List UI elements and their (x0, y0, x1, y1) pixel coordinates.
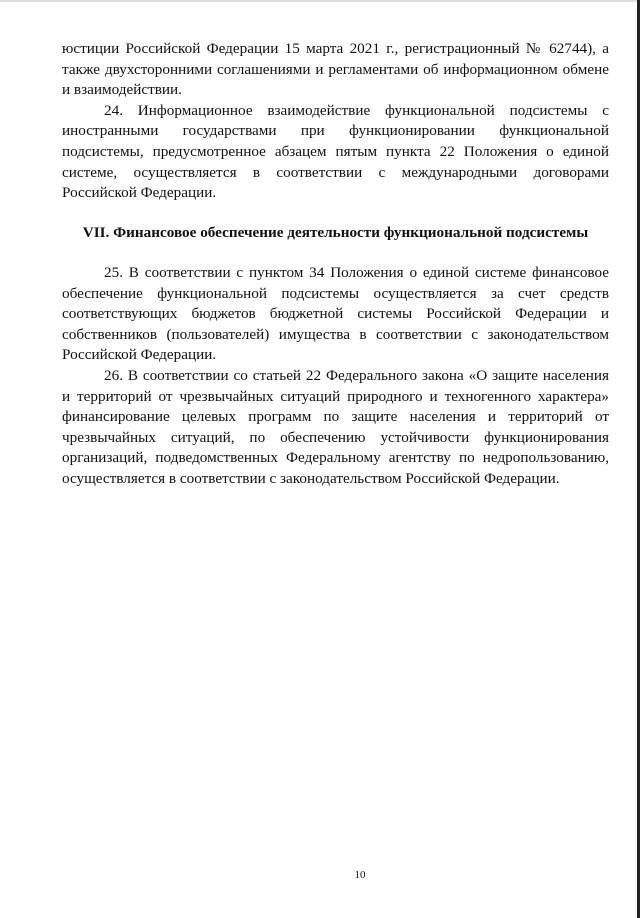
paragraph-26: 26. В соответствии со статьей 22 Федерального закона «О защите населения и территорий от чрезвычайных ситуаций природного и техногенного характера» финансирование целевых программ по защите населения и территорий от чрезвычайных ситуаций, по обеспечению устойчивости функционирования организаций, подведомственных Федеральному агентству по недропользованию, осуществляется в соответствии с законодательством Российской Федерации. (62, 366, 609, 487)
paragraph-24: 24. Информационное взаимодействие функциональной подсистемы с иностранными государствами при функционировании функциональной подсистемы, предусмотренное абзацем пятым пункта 22 Положения о единой системе, осуществляется в соответствии с международными договорами Российской Федерации. (62, 101, 609, 202)
text-block-top (62, 39, 609, 204)
text-block-bottom (62, 263, 609, 490)
paragraph-continuation: юстиции Российской Федерации 15 марта 2021 г., регистрационный № 62744), а также двухсторонними соглашениями и регламентами об информационном обмене и взаимодействии. (62, 40, 609, 99)
page-number: 10 (354, 869, 366, 881)
paragraph-25: 25. В соответствии с пунктом 34 Положения о единой системе финансовое обеспечение функциональной подсистемы осуществляется за счет средств соответствующих бюджетов бюджетной системы Российской Федерации и собственников (пользователей) имущества в соответствии с законодательством Российской Федерации. (62, 264, 609, 364)
scan-top-edge (0, 0, 640, 2)
section-heading: VII. Финансовое обеспечение деятельности функциональной подсистемы (82, 224, 589, 241)
